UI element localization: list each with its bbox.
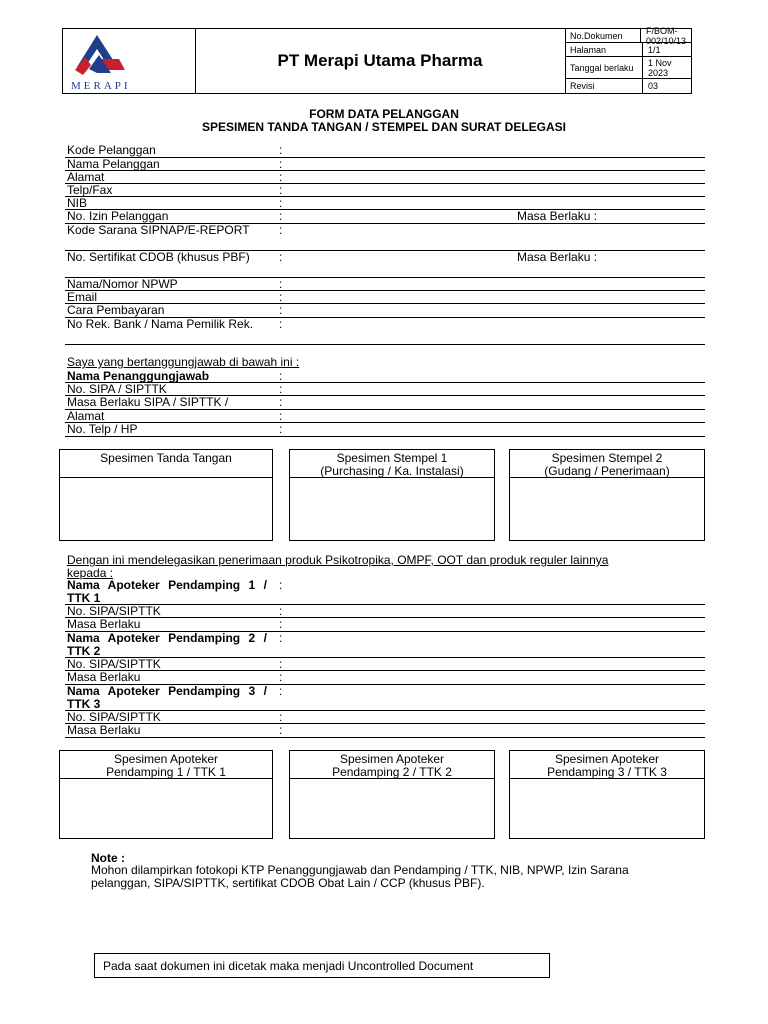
meta-value: F/BOM-002/10/13 bbox=[645, 25, 686, 46]
pharmacist-masa-row[interactable] bbox=[65, 618, 705, 632]
field-colon: : bbox=[279, 143, 283, 157]
field-label: Masa Berlaku bbox=[67, 723, 141, 737]
document-header bbox=[62, 25, 692, 94]
specimen-box-divider bbox=[510, 477, 704, 478]
specimen-box-title: Spesimen Tanda Tangan bbox=[100, 451, 232, 465]
field-label: Nama Apoteker Pendamping 3 / TTK 3 bbox=[67, 684, 267, 711]
customer-field-row[interactable] bbox=[65, 144, 705, 158]
customer-field-row[interactable] bbox=[65, 171, 705, 184]
field-label: No. SIPA/SIPTTK bbox=[67, 710, 161, 724]
meta-row bbox=[565, 43, 691, 57]
field-colon: : bbox=[279, 196, 283, 210]
field-colon: : bbox=[279, 290, 283, 304]
specimen-box-divider bbox=[60, 778, 272, 779]
field-colon: : bbox=[279, 409, 283, 423]
note-heading: Note : bbox=[91, 851, 125, 865]
meta-row bbox=[565, 57, 691, 79]
customer-field-row[interactable] bbox=[65, 184, 705, 197]
specimen-box[interactable] bbox=[509, 449, 705, 541]
customer-field-row[interactable] bbox=[65, 158, 705, 171]
meta-value: 1 Nov 2023 bbox=[648, 57, 672, 78]
field-label: No. Sertifikat CDOB (khusus PBF) bbox=[67, 250, 250, 264]
field-label: Nama Apoteker Pendamping 2 / TTK 2 bbox=[67, 631, 267, 658]
specimen-box-divider bbox=[510, 778, 704, 779]
field-label: No. SIPA/SIPTTK bbox=[67, 604, 161, 618]
specimen-box-title: Spesimen Apoteker Pendamping 3 / TTK 3 bbox=[547, 752, 667, 779]
pharmacist-specimen-box[interactable] bbox=[289, 750, 495, 839]
meta-key: Revisi bbox=[565, 79, 643, 93]
field-colon: : bbox=[279, 157, 283, 171]
pharmacist-name-row[interactable] bbox=[65, 685, 705, 711]
field-colon: : bbox=[279, 670, 283, 684]
field-label: NIB bbox=[67, 196, 88, 210]
field-label: No. Telp / HP bbox=[67, 422, 138, 436]
merapi-logo-icon bbox=[63, 29, 195, 93]
field-colon: : bbox=[279, 382, 283, 396]
field-colon: : bbox=[279, 684, 283, 698]
responsible-field-row[interactable] bbox=[65, 396, 705, 410]
pharmacist-sipa-row[interactable] bbox=[65, 605, 705, 618]
form-title: FORM DATA PELANGGAN bbox=[309, 107, 459, 121]
pharmacist-masa-row[interactable] bbox=[65, 724, 705, 738]
field-label: Kode Pelanggan bbox=[67, 143, 156, 157]
specimen-box-divider bbox=[60, 477, 272, 478]
field-label: No. SIPA / SIPTTK bbox=[67, 382, 167, 396]
specimen-box-title: Spesimen Stempel 2 (Gudang / Penerimaan) bbox=[544, 451, 670, 478]
field-label: Masa Berlaku bbox=[67, 670, 141, 684]
masa-berlaku-label: Masa Berlaku : bbox=[517, 209, 598, 223]
field-label: No. SIPA/SIPTTK bbox=[67, 657, 161, 671]
company-name: PT Merapi Utama Pharma bbox=[277, 51, 483, 70]
pharmacist-sipa-row[interactable] bbox=[65, 711, 705, 724]
logo-cell bbox=[63, 29, 196, 93]
field-colon: : bbox=[279, 303, 283, 317]
field-colon: : bbox=[279, 170, 283, 184]
delegation-intro: Dengan ini mendelegasikan penerimaan produk Psikotropika, OMPF, OOT dan produk reguler lainnya kepada : bbox=[67, 553, 609, 580]
field-colon: : bbox=[279, 578, 283, 592]
meta-row bbox=[565, 25, 691, 46]
field-colon: : bbox=[279, 631, 283, 645]
form-subtitle: SPESIMEN TANDA TANGAN / STEMPEL DAN SURAT DELEGASI bbox=[201, 120, 567, 134]
field-label: Masa Berlaku bbox=[67, 617, 141, 631]
field-colon: : bbox=[279, 317, 283, 331]
pharmacist-specimen-box[interactable] bbox=[59, 750, 273, 839]
responsible-field-row[interactable] bbox=[65, 410, 705, 423]
uncontrolled-document-notice: Pada saat dokumen ini dicetak maka menjadi Uncontrolled Document bbox=[94, 953, 550, 978]
pharmacist-name-row[interactable] bbox=[65, 579, 705, 605]
field-colon: : bbox=[279, 710, 283, 724]
meta-value: 03 bbox=[648, 81, 659, 91]
responsible-field-row[interactable] bbox=[65, 423, 705, 437]
field-label: Cara Pembayaran bbox=[67, 303, 165, 317]
specimen-box-title: Spesimen Apoteker Pendamping 1 / TTK 1 bbox=[106, 752, 226, 779]
company-title-cell bbox=[195, 29, 566, 93]
field-colon: : bbox=[279, 209, 283, 223]
masa-berlaku-label: Masa Berlaku : bbox=[517, 250, 598, 264]
field-label: No. Izin Pelanggan bbox=[67, 209, 169, 223]
field-label: Alamat bbox=[67, 409, 105, 423]
document-meta bbox=[565, 25, 691, 93]
field-label: Nama Apoteker Pendamping 1 / TTK 1 bbox=[67, 578, 267, 605]
meta-key: Halaman bbox=[565, 43, 643, 56]
pharmacist-masa-row[interactable] bbox=[65, 671, 705, 685]
field-label: Nama Penanggungjawab bbox=[67, 369, 210, 383]
meta-value: 1/1 bbox=[648, 44, 661, 55]
field-colon: : bbox=[279, 369, 283, 383]
field-colon: : bbox=[279, 223, 283, 237]
field-label: Kode Sarana SIPNAP/E-REPORT bbox=[67, 223, 250, 237]
customer-field-row[interactable] bbox=[65, 251, 705, 278]
specimen-box-title: Spesimen Stempel 1 (Purchasing / Ka. Instalasi) bbox=[320, 451, 464, 478]
specimen-box-title: Spesimen Apoteker Pendamping 2 / TTK 2 bbox=[332, 752, 452, 779]
field-colon: : bbox=[279, 277, 283, 291]
pharmacist-specimen-box[interactable] bbox=[509, 750, 705, 839]
field-label: Email bbox=[67, 290, 98, 304]
customer-field-row[interactable] bbox=[65, 318, 705, 345]
field-label: Telp/Fax bbox=[67, 183, 113, 197]
field-colon: : bbox=[279, 250, 283, 264]
specimen-box[interactable] bbox=[59, 449, 273, 541]
customer-field-row[interactable] bbox=[65, 278, 705, 291]
responsible-intro: Saya yang bertanggungjawab di bawah ini : bbox=[67, 355, 300, 369]
customer-field-row[interactable] bbox=[65, 210, 705, 224]
specimen-box[interactable] bbox=[289, 449, 495, 541]
customer-field-row[interactable] bbox=[65, 304, 705, 318]
field-label: Alamat bbox=[67, 170, 105, 184]
field-colon: : bbox=[279, 395, 283, 409]
field-colon: : bbox=[279, 183, 283, 197]
field-colon: : bbox=[279, 604, 283, 618]
field-colon: : bbox=[279, 723, 283, 737]
field-colon: : bbox=[279, 617, 283, 631]
field-label: Masa Berlaku SIPA / SIPTTK / bbox=[67, 395, 229, 409]
field-colon: : bbox=[279, 422, 283, 436]
field-label: No Rek. Bank / Nama Pemilik Rek. bbox=[67, 317, 254, 331]
specimen-box-divider bbox=[290, 778, 494, 779]
field-label: Nama/Nomor NPWP bbox=[67, 277, 178, 291]
note-text: Mohon dilampirkan fotokopi KTP Penanggungjawab dan Pendamping / TTK, NIB, NPWP, Izin Sarana pelanggan, SIPA/SIPTTK, sertifikat CDOB Obat Lain / CCP (khusus PBF). bbox=[91, 863, 629, 890]
meta-key: No.Dokumen bbox=[565, 29, 641, 42]
meta-row bbox=[565, 79, 691, 93]
specimen-box-divider bbox=[290, 477, 494, 478]
meta-key: Tanggal berlaku bbox=[565, 57, 643, 78]
svg-text:MERAPI: MERAPI bbox=[71, 80, 131, 92]
field-colon: : bbox=[279, 657, 283, 671]
pharmacist-sipa-row[interactable] bbox=[65, 658, 705, 671]
pharmacist-name-row[interactable] bbox=[65, 632, 705, 658]
field-label: Nama Pelanggan bbox=[67, 157, 160, 171]
customer-field-row[interactable] bbox=[65, 224, 705, 251]
